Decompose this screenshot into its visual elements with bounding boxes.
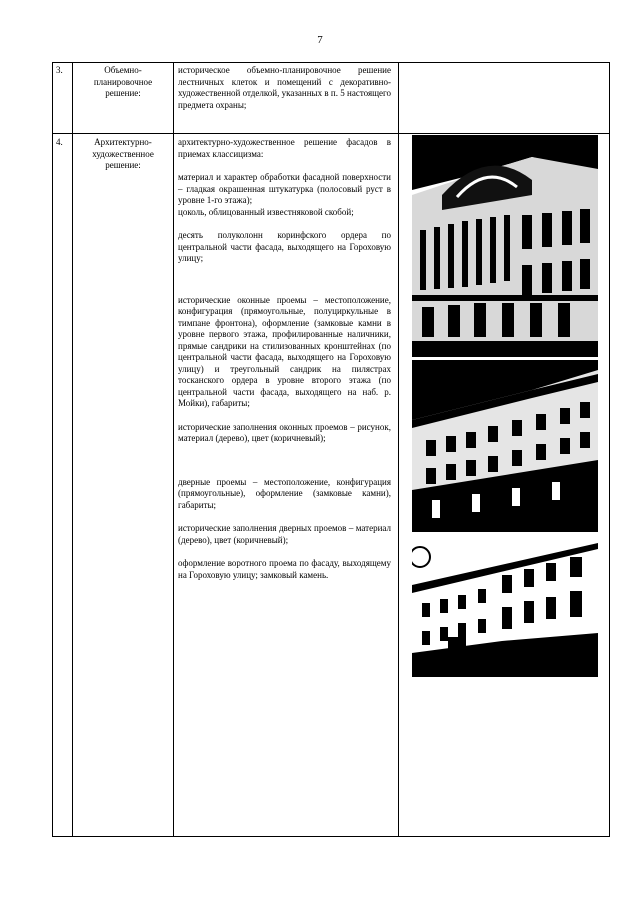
description-paragraph: оформление воротного проема по фасаду, выходящему на Гороховую улицу; замковый камень.	[178, 558, 391, 580]
description-paragraph: цоколь, облицованный известняковой скобой;	[178, 206, 354, 217]
table-row-divider	[52, 133, 610, 134]
description-paragraph: архитектурно-художественное решение фасадов в приемах классицизма:	[178, 137, 391, 159]
row-description	[178, 137, 391, 581]
description-paragraph: материал и характер обработки фасадной поверхности – гладкая окрашенная штукатурка (полосовый руст в уровне 1-го этажа);	[178, 172, 391, 205]
description-paragraph: историческое объемно-планировочное решение лестничных клеток и помещений с декоративно-художественной отделкой, указанных в п. 5 настоящего предмета охраны;	[178, 65, 391, 110]
row-title: Архитектурно-художественное решение:	[92, 137, 154, 170]
row-number: 4.	[56, 137, 63, 147]
row-number: 3.	[56, 65, 63, 75]
table-col-divider-1	[72, 62, 73, 837]
description-paragraph: исторические оконные проемы – местоположение, конфигурация (прямоугольные, полуциркульные в тимпане фронтона), оформление (замковые камни в уровне первого этажа, профилированные наличники, прямые сандрики на стилизованных кронштейнах (по центральной части фасада, выходящего на Гороховую улицу) и треугольный сандрик на пилястрах тосканского ордера в уровне второго этажа (по центральной части фасада, выходящего на наб. р. Мойки), габариты;	[178, 294, 391, 408]
row-description	[178, 65, 391, 111]
row-title: Объемно-планировочное решение:	[93, 65, 153, 98]
table-border-left	[52, 62, 53, 837]
table-col-divider-2	[173, 62, 174, 837]
table-border-top	[52, 62, 610, 63]
description-paragraph: десять полуколонн коринфского ордера по центральной части фасада, выходящего на Гороховую улицу;	[178, 230, 391, 263]
facade-photo-3	[412, 541, 598, 677]
facade-photo-1	[412, 135, 598, 357]
description-paragraph: дверные проемы – местоположение, конфигурация (прямоугольные), оформление (замковые камни), габариты;	[178, 476, 391, 510]
table-border-right	[609, 62, 610, 837]
page-number: 7	[317, 34, 323, 46]
table-col-divider-3	[398, 62, 399, 837]
table-border-bottom	[52, 836, 610, 837]
description-paragraph: исторические заполнения оконных проемов – рисунок, материал (дерево), цвет (коричневый);	[178, 421, 391, 443]
facade-photo-2	[412, 360, 598, 532]
description-paragraph: исторические заполнения дверных проемов – материал (дерево), цвет (коричневый);	[178, 523, 391, 545]
